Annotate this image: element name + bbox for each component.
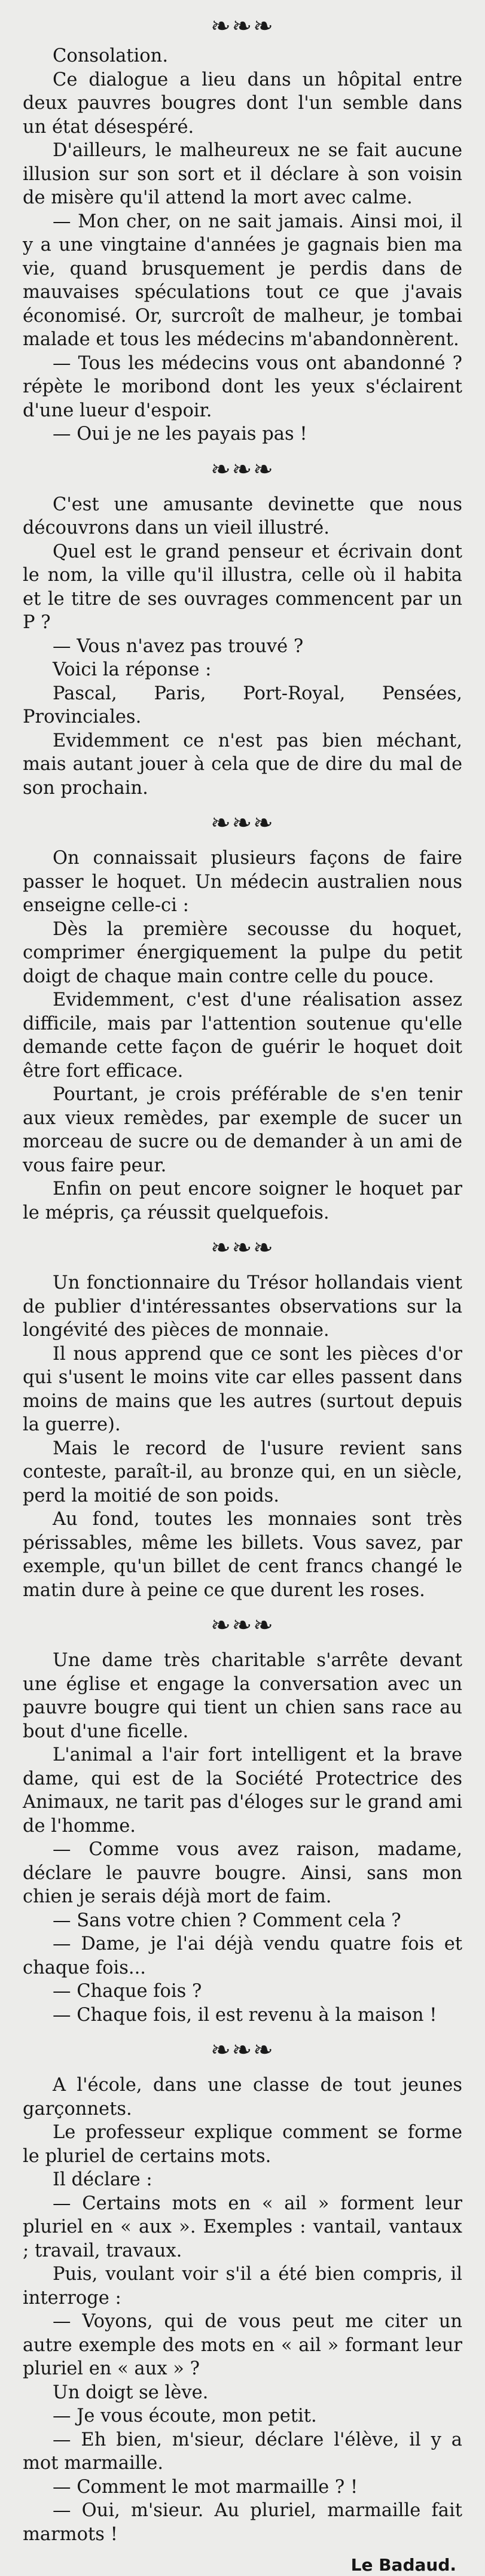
paragraph: — Vous n'avez pas trouvé ?: [53, 635, 304, 657]
article-column: [23, 8, 462, 2575]
section-4: [23, 1271, 462, 1602]
paragraph: — Mon cher, on ne sait jamais. Ainsi moi, il y a une vingtaine d'années je gagnais bien ma vie, quand brusquement je perdis dans de mauvaises spéculations tout ce que j'avais économisé. Or, surcroît de malheur, je tombai malade et tous les médecins m'abandonnèrent.: [23, 211, 462, 350]
section-separator-icon: ❧❧❧: [211, 1234, 274, 1262]
paragraph: — Tous les médecins vous ont abandonné ? répète le moribond dont les yeux s'éclairent d'une lueur d'espoir.: [23, 352, 462, 421]
paragraph: Le professeur explique comment se forme le pluriel de certains mots.: [23, 2122, 462, 2167]
top-ornament-icon: ❧❧❧: [211, 13, 274, 40]
section-separator-icon: ❧❧❧: [211, 455, 274, 483]
section-separator-icon: ❧❧❧: [211, 1612, 274, 1639]
paragraph: Ce dialogue a lieu dans un hôpital entre deux pauvres bougres dont l'un semble dans un état désespéré.: [23, 69, 462, 138]
paragraph: Consolation.: [53, 45, 169, 66]
author-signature: Le Badaud.: [350, 2555, 456, 2575]
section-separator-icon: ❧❧❧: [211, 2036, 274, 2064]
paragraph: — Chaque fois ?: [53, 1981, 202, 2002]
paragraph: L'animal a l'air fort intelligent et la brave dame, qui est de la Société Protectrice des Animaux, ne tarit pas d'éloges sur le grand ami de l'homme.: [23, 1744, 462, 1837]
paragraph: — Comment le mot marmaille ? !: [53, 2476, 358, 2498]
paragraph: Evidemment ce n'est pas bien méchant, mais autant jouer à cela que de dire du mal de son prochain.: [23, 730, 462, 799]
paragraph: — Certains mots en « ail » forment leur pluriel en « aux ». Exemples : vantail, vantaux ; travail, travaux.: [23, 2193, 462, 2261]
paragraph: — Oui je ne les payais pas !: [53, 424, 307, 444]
paragraph: Dès la première secousse du hoquet, comprimer énergiquement la pulpe du petit doigt de chaque main contre celle du pouce.: [23, 918, 462, 987]
paragraph: Pourtant, je crois préférable de s'en tenir aux vieux remèdes, par exemple de sucer un morceau de sucre ou de demander à un ami de vous faire peur.: [23, 1084, 462, 1176]
paragraph: — Sans votre chien ? Comment cela ?: [53, 1910, 401, 1931]
paragraph: Enfin on peut encore soigner le hoquet par le mépris, ça réussit quelquefois.: [23, 1179, 462, 1223]
paragraph: Une dame très charitable s'arrête devant une église et engage la conversation avec un pauvre bougre qui tient un chien sans race au bout d'une ficelle.: [23, 1650, 462, 1742]
paragraph: Mais le record de l'usure revient sans conteste, paraît-il, au bronze qui, en un siècle, perd la moitié de son poids.: [23, 1438, 462, 1506]
section-separator-icon: ❧❧❧: [211, 809, 274, 837]
paragraph: A l'école, dans une classe de tout jeunes garçonnets.: [23, 2075, 462, 2120]
paragraph: Pascal, Paris, Port-Royal, Pensées, Provinciales.: [23, 683, 462, 727]
paragraph: — Je vous écoute, mon petit.: [53, 2406, 317, 2426]
paragraph: Un fonctionnaire du Trésor hollandais vient de publier d'intéressantes observations sur la longévité des pièces de monnaie.: [23, 1272, 462, 1341]
paragraph: C'est une amusante devinette que nous découvrons dans un vieil illustré.: [23, 494, 462, 538]
paragraph: Voici la réponse :: [53, 659, 212, 680]
section-5: [23, 1649, 462, 2027]
paragraph: Un doigt se lève.: [53, 2382, 209, 2403]
paragraph: Puis, voulant voir s'il a été bien compris, il interroge :: [23, 2264, 462, 2309]
paragraph: — Voyons, qui de vous peut me citer un autre exemple des mots en « ail » formant leur pluriel en « aux » ?: [23, 2311, 462, 2379]
section-3: [23, 847, 462, 1225]
paragraph: — Oui, m'sieur. Au pluriel, marmaille fait marmots !: [23, 2500, 462, 2545]
section-1: [23, 44, 462, 446]
paragraph: Quel est le grand penseur et écrivain dont le nom, la ville qu'il illustra, celle où il habita et le titre de ses ouvrages commencent par un P ?: [23, 541, 462, 633]
paragraph: Au fond, toutes les monnaies sont très périssables, même les billets. Vous savez, par exemple, qu'un billet de cent francs changé le matin dure à peine ce que durent les roses.: [23, 1509, 462, 1601]
section-6: [23, 2073, 462, 2546]
paragraph: Il déclare :: [53, 2169, 152, 2190]
paragraph: — Dame, je l'ai déjà vendu quatre fois et chaque fois...: [23, 1933, 462, 1978]
section-2: [23, 493, 462, 800]
paragraph: D'ailleurs, le malheureux ne se fait aucune illusion sur son sort et il déclare à son voisin de misère qu'il attend la mort avec calme.: [23, 140, 462, 208]
paragraph: — Chaque fois, il est revenu à la maison !: [53, 2004, 437, 2026]
paragraph: Evidemment, c'est d'une réalisation assez difficile, mais par l'attention soutenue qu'elle demande cette façon de guérir le hoquet doit être fort efficace.: [23, 989, 462, 1082]
paragraph: Il nous apprend que ce sont les pièces d'or qui s'usent le moins vite car elles passent dans moins de mains que les autres (surtout depuis la guerre).: [23, 1343, 462, 1435]
paragraph: — Comme vous avez raison, madame, déclare le pauvre bougre. Ainsi, sans mon chien je serais déjà mort de faim.: [23, 1839, 462, 1907]
paragraph: — Eh bien, m'sieur, déclare l'élève, il y a mot marmaille.: [23, 2429, 462, 2474]
paragraph: On connaissait plusieurs façons de faire passer le hoquet. Un médecin australien nous enseigne celle-ci :: [23, 848, 462, 916]
